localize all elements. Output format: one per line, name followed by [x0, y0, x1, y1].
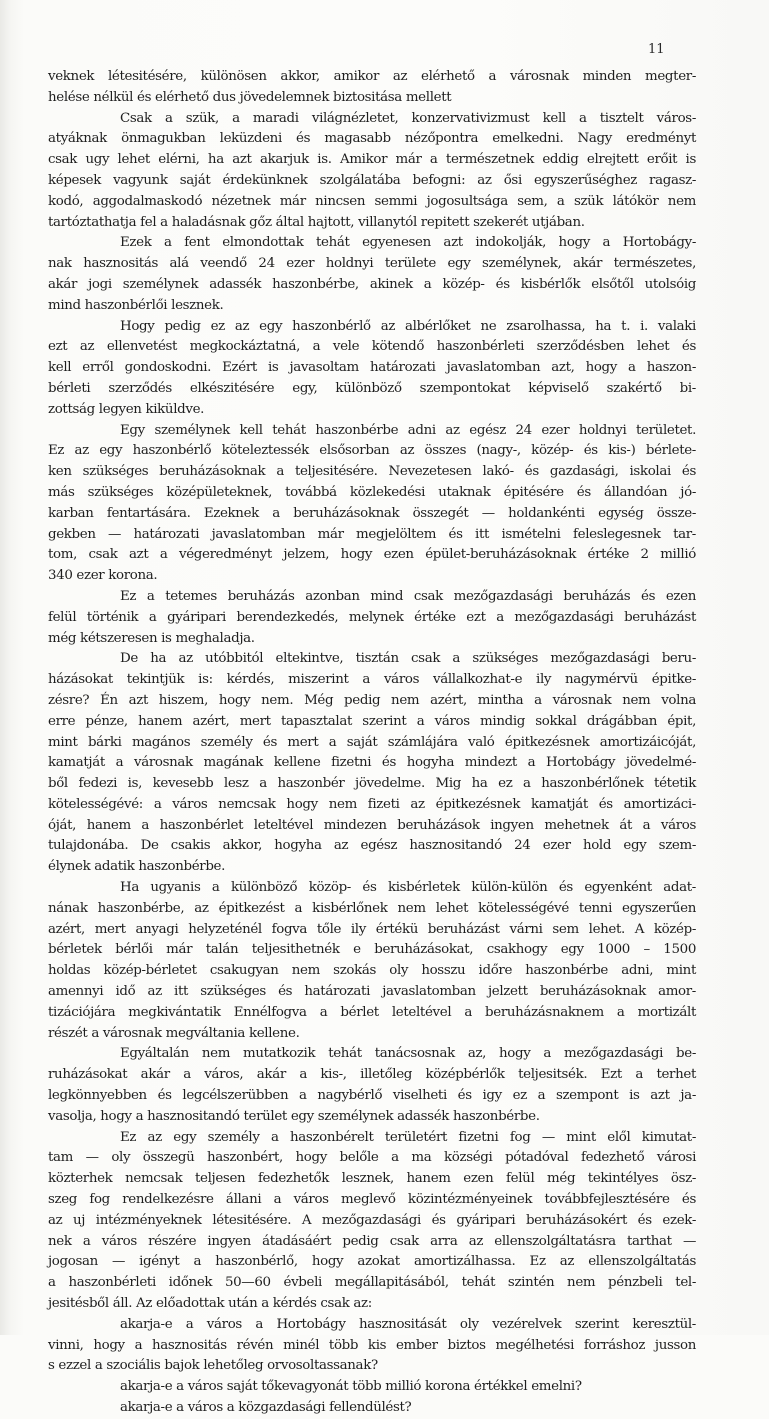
text-line: kötelességévé: a város nemcsak hogy nem fizeti az épitkezésnek kamatját és amortizáci- — [48, 796, 696, 812]
text-line: ből fedezi is, kevesebb lesz a haszonbér jövedelme. Mig ha ez a haszonbérlőnek tétetik — [48, 776, 696, 792]
text-line: Ezek a fent elmondottak tehát egyenesen azt indokolják, hogy a Hortobágy- — [120, 235, 696, 251]
text-line: 340 ezer korona. — [48, 568, 158, 584]
text-line: veknek létesitésére, különösen akkor, amikor az elérhető a városnak minden megter- — [48, 69, 696, 84]
text-line: tam — oly összegü haszonbért, hogy belőle a ma községi pótadóval fedezhető városi — [48, 1150, 696, 1166]
text-line: Ha ugyanis a különböző közöp- és kisbérletek külön-külön és egyenként adat- — [120, 880, 696, 896]
text-line: karban fentartására. Ezeknek a beruházásoknak összegét — holdankénti egység össze- — [48, 505, 696, 521]
text-line: akarja-e a város saját tőkevagyonát több millió korona értékkel emelni? — [120, 1379, 582, 1395]
text-line: kell erről gondoskodni. Ezért is javasoltam határozati javaslatomban azt, hogy a haszon- — [48, 360, 696, 376]
text-line: szeg fog rendelkezésre állani a város meglevő közintézményeinek továbbfejlesztésére és — [48, 1192, 696, 1208]
text-line: amennyi idő az itt szükséges és határozati javaslatomban jelzett beruházásoknak amor- — [48, 984, 696, 1000]
text-line: közterhek nemcsak teljesen fedezhetők lesznek, hanem ezen felül még tekintélyes ösz- — [48, 1171, 696, 1187]
text-line: az uj intézményeknek létesitésére. A mezőgazdasági és gyáripari beruházásokért és ezek- — [48, 1212, 696, 1228]
text-line: s ezzel a szociális bajok lehetőleg orvosoltassanak? — [48, 1358, 378, 1374]
text-line: vinni, hogy a hasznositás révén minél több kis ember biztos megélhetési forráshoz jusson — [48, 1337, 696, 1353]
text-line: más szükséges középületeknek, továbbá közlekedési utaknak épitésére és állandóan jó- — [48, 484, 696, 500]
text-line: mind haszonbérlői lesznek. — [48, 297, 224, 313]
text-line: zésre? Én azt hiszem, hogy nem. Még pedig nem azért, mintha a városnak nem volna — [48, 692, 696, 708]
text-line: kamatját a városnak magának kellene fizetni és hogyha mindezt a Hortobágy jövedelmé- — [48, 755, 696, 771]
text-line: vasolja, hogy a hasznositandó terület egy személynek adassék haszonbérbe. — [48, 1108, 540, 1124]
text-line: Egy személynek kell tehát haszonbérbe adni az egész 24 ezer holdnyi területet. — [120, 422, 696, 438]
body-text — [48, 67, 696, 1419]
text-line: bérleti szerződés elkészitésére egy, különböző szempontokat képviselő szakértő bi- — [48, 380, 696, 396]
text-line: Ez az egy személy a haszonbérelt területért fizetni fog — mint elől kimutat- — [120, 1129, 696, 1145]
text-line: azért, mert anyagi helyzeténél fogva tőle ily értékü beruházást várni sem lehet. A közép- — [48, 921, 696, 937]
text-line: óját, hanem a haszonbérlet leteltével mindezen beruházások ingyen mehetnek át a város — [48, 817, 696, 833]
text-line: ruházásokat akár a város, akár a kis-, illetőleg középbérlők teljesitsék. Ezt a terhet — [48, 1067, 696, 1083]
text-line: akarja-e a város a közgazdasági fellendülést? — [120, 1400, 412, 1415]
text-line: helése nélkül és elérhető dus jövedelemnek biztositása mellett — [48, 89, 452, 105]
text-line: a haszonbérleti időnek 50—60 évbeli megállapitásából, tehát szintén nem pénzbeli tel- — [48, 1275, 696, 1291]
text-line: ezt az ellenvetést megkockáztatná, a vele kötendő haszonbérleti szerződésben lehet és — [48, 339, 696, 355]
text-line: ken szükséges beruházásoknak a teljesitésére. Nevezetesen lakó- és gazdasági, iskolai és — [48, 464, 696, 480]
text-line: felül történik a gyáripari berendezkedés, melynek értéke ezt a mezőgazdasági beruházást — [48, 609, 696, 625]
text-line: házásokat tekintjük is: kérdés, miszerint a város vállalkozhat-e ily nagymérvü épitke- — [48, 672, 696, 688]
text-line: tizációjára megkivántatik Ennélfogva a bérlet leteltével a beruházásnaknem a mortizált — [48, 1004, 696, 1020]
text-line: jesitésből áll. Az előadottak után a kérdés csak az: — [48, 1296, 372, 1312]
text-line: akarja-e a város a Hortobágy hasznositását oly vezérelvek szerint keresztül- — [120, 1316, 696, 1332]
text-line: képesek vagyunk saját érdekünknek szolgálatába befogni: az ősi egyszerűséghez ragasz- — [48, 172, 696, 188]
text-line: mint bárki magános személy és mert a saját számlájára való épitkezésnek amortizáicóját, — [48, 734, 696, 750]
text-line: zottság legyen kiküldve. — [48, 401, 205, 417]
text-line: bérletek bérlői már talán teljesithetnék e beruházásokat, csakhogy egy 1000 – 1500 — [48, 942, 696, 958]
text-line: még kétszeresen is meghaladja. — [48, 630, 255, 646]
text-line: nának haszonbérbe, az épitkezést a kisbérlőnek nem lehet kötelességévé tenni egyszerűen — [48, 900, 696, 916]
page-number: 11 — [648, 42, 665, 57]
text-line: erre pénze, hanem azért, mert tapasztalat szerint a város mindig sokkal drágábban épit, — [48, 713, 696, 729]
text-line: kodó, aggodalmaskodó nézetnek már nincsen semmi jogosultsága sem, a szük látókör nem — [48, 193, 696, 209]
text-line: gekben — határozati javaslatomban már megjelöltem és itt ismételni feleslegesnek tar- — [48, 526, 696, 542]
text-line: Ez a tetemes beruházás azonban mind csak mezőgazdasági beruházás és ezen — [120, 588, 696, 604]
text-line: De ha az utóbbitól eltekintve, tisztán csak a szükséges mezőgazdasági beru- — [120, 651, 696, 667]
text-line: élynek adatik haszonbérbe. — [48, 859, 226, 875]
text-line: holdas közép-bérletet csakugyan nem szokás oly hosszu időre haszonbérbe adni, mint — [48, 963, 696, 979]
text-line: nek a város részére ingyen átadásáért pedig csak arra az ellenszolgáltatásra tarthat — — [48, 1233, 696, 1249]
text-line: atyáknak önmagukban leküzdeni és magasabb nézőpontra emelkedni. Nagy eredményt — [48, 131, 696, 147]
text-line: csak ugy lehet elérni, ha azt akarjuk is. Amikor már a természetnek eddig elrejtett erőit is — [48, 152, 696, 168]
text-line: Csak a szük, a maradi világnézletet, konzervativizmust kell a tisztelt város- — [120, 110, 696, 126]
text-line: akár jogi személynek adassék haszonbérbe, akinek a közép- és kisbérlők elsőtől utolsóig — [48, 276, 696, 292]
text-line: Ez az egy haszonbérlő köteleztessék elsősorban az összes (nagy-, közép- és kis-) bérlete- — [48, 443, 696, 459]
text-line: jogosan — igényt a haszonbérlő, hogy azokat amortizálhassa. Ez az ellenszolgáltatás — [48, 1254, 696, 1270]
text-line: legkönnyebben és legcélszerübben a nagybérlő viselheti és igy ez a szempont is azt ja- — [48, 1088, 696, 1104]
text-line: tulajdonába. De csakis akkor, hogyha az egész hasznositandó 24 ezer hold egy szem- — [48, 838, 696, 854]
text-line: részét a városnak megváltania kellene. — [48, 1025, 300, 1041]
text-line: Hogy pedig ez az egy haszonbérlő az albérlőket ne zsarolhassa, ha t. i. valaki — [120, 318, 696, 334]
text-line: nak hasznositás alá veendő 24 ezer holdnyi területe egy személynek, akár természetes, — [48, 256, 696, 272]
text-line: tartóztathatja fel a haladásnak gőz által hajtott, villanytól repitett szekerét utjában. — [48, 214, 585, 230]
text-line: tom, csak azt a végeredményt jelzem, hogy ezen épület-beruházásoknak értéke 2 millió — [48, 547, 696, 563]
text-line: Egyáltalán nem mutatkozik tehát tanácsosnak az, hogy a mezőgazdasági be- — [120, 1046, 696, 1062]
